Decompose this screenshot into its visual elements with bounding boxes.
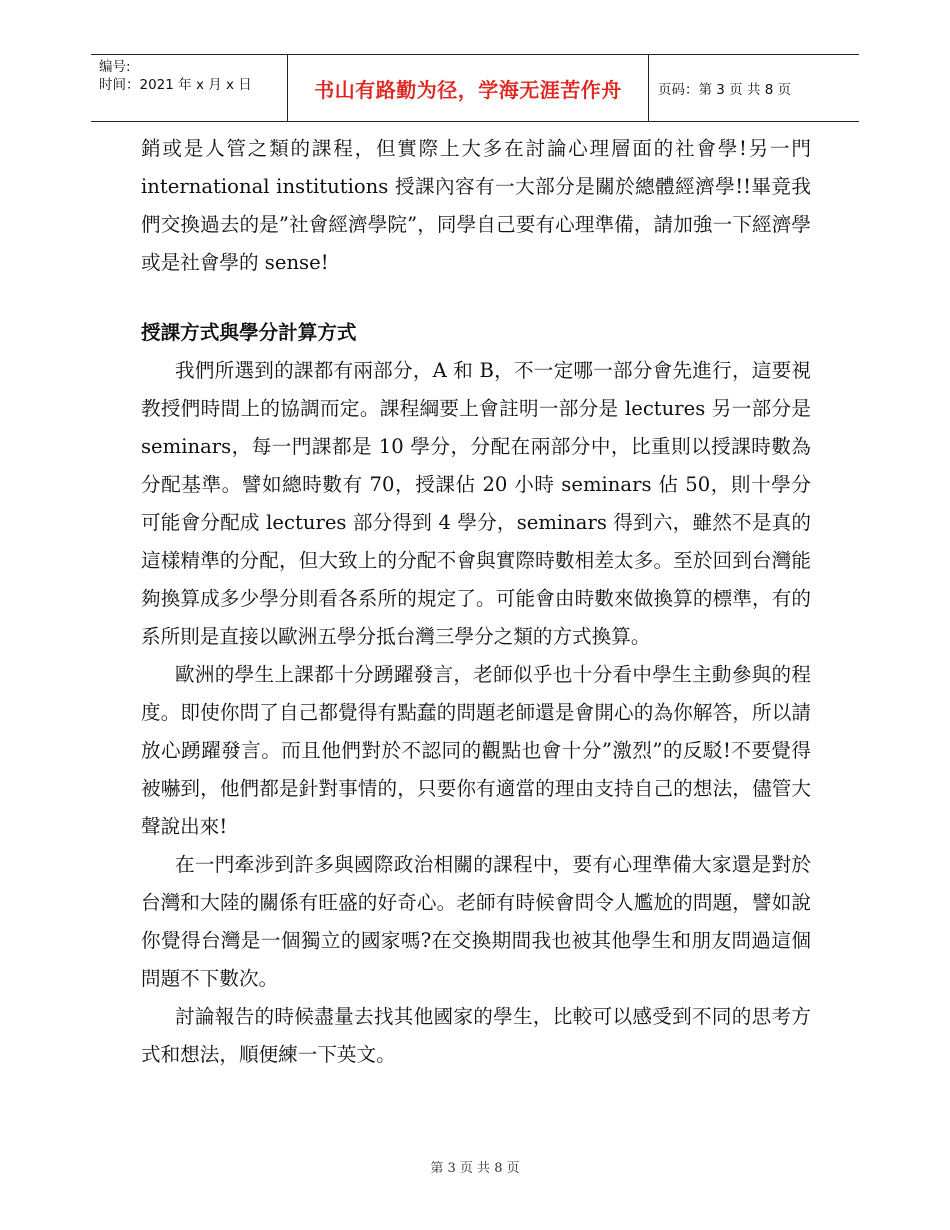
header-motto: 书山有路勤为径，学海无涯苦作舟 [314,77,622,102]
header-page-cell [648,55,859,121]
document-number-label: 编号: [99,59,131,75]
header-motto-cell [287,55,649,121]
body-paragraph: 我們所選到的課都有兩部分，A 和 B，不一定哪一部分會先進行，這要視教授們時間上的協調而定。課程綱要上會註明一部分是 lectures 另一部分是 seminars，每一門課都是 10 學分，分配在兩部分中，比重則以授課時數為分配基準。譬如總時數有 70，授課佔 20 小時 seminars 佔 50，則十學分可能會分配成 lectures 部分得到 4 學分，seminars 得到六，雖然不是真的這樣精準的分配，但大致上的分配不會與實際時數相差太多。至於回到台灣能夠換算成多少學分則看各系所的規定了。可能會由時數來做換算的標準，有的系所則是直接以歐洲五學分抵台灣三學分之類的方式換算。 [141,359,811,648]
page-footer: 第 3 页 共 8 页 [430,1161,520,1176]
page-header [91,54,859,122]
body-paragraph: 討論報告的時候盡量去找其他國家的學生，比較可以感受到不同的思考方式和想法，順便練一下英文。 [141,1005,811,1066]
header-page-info: 页码：第 3 页 共 8 页 [658,82,792,98]
body-paragraph: 歐洲的學生上課都十分踴躍發言，老師似乎也十分看中學生主動參與的程度。即使你問了自己都覺得有點蠢的問題老師還是會開心的為你解答，所以請放心踴躍發言。而且他們對於不認同的觀點也會十分”激烈”的反駁!不要覺得被嚇到，他們都是針對事情的，只要你有適當的理由支持自己的想法，儘管大聲說出來! [141,663,811,838]
body-paragraph: 在一門牽涉到許多與國際政治相關的課程中，要有心理準備大家還是對於台灣和大陸的關係有旺盛的好奇心。老師有時候會問令人尷尬的問題，譬如說你覺得台灣是一個獨立的國家嗎?在交換期間我也被其他學生和朋友問過這個問題不下數次。 [141,853,811,990]
intro-paragraph: 銷或是人管之類的課程，但實際上大多在討論心理層面的社會學!另一門 international institutions 授課內容有一大部分是關於總體經濟學!!畢竟我們交換過去的是”社會經濟學院”，同學自己要有心理準備，請加強一下經濟學或是社會學的 sense! [141,137,811,274]
section-title: 授課方式與學分計算方式 [141,321,357,344]
document-time-label: 时间：2021 年 x 月 x 日 [99,77,252,93]
document-body [141,130,811,1074]
header-meta [91,55,287,121]
